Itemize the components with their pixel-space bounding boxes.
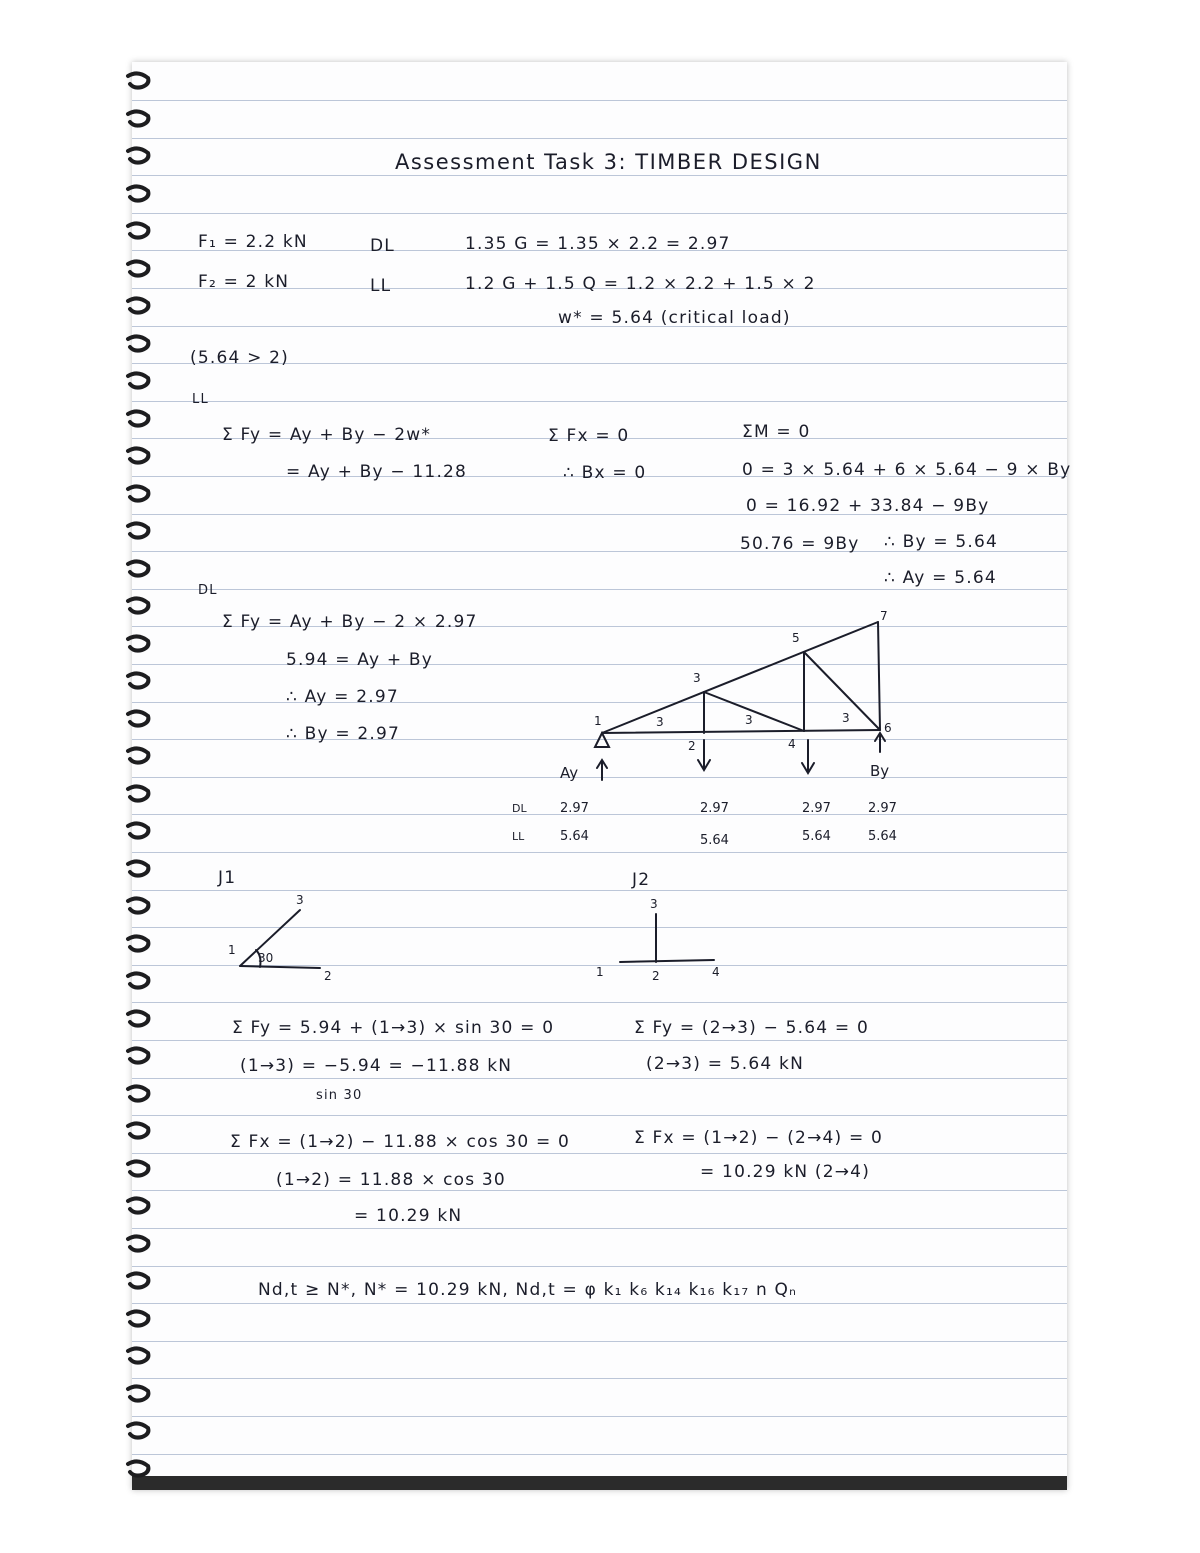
dl-by-result: ∴ By = 2.97 — [286, 724, 401, 744]
pin-support-icon — [595, 733, 609, 747]
ruled-line — [132, 1078, 1067, 1079]
spiral-ring-icon — [124, 633, 154, 655]
spiral-ring-icon — [124, 1270, 154, 1292]
load-f1: F₁ = 2.2 kN — [198, 232, 308, 252]
spiral-ring-icon — [124, 445, 154, 467]
ll-by-result: ∴ By = 5.64 — [884, 532, 999, 552]
spiral-ring-icon — [124, 108, 154, 130]
ruled-line — [132, 1454, 1067, 1455]
node-label: 5 — [792, 631, 800, 645]
spiral-ring-icon — [124, 1120, 154, 1142]
j2-member-2-3: (2→3) = 5.64 kN — [646, 1054, 805, 1074]
member-1-4 — [620, 960, 714, 962]
j1-member-1-2-result: = 10.29 kN — [354, 1206, 463, 1226]
load-table-value: 2.97 — [802, 801, 831, 816]
ll-bx: ∴ Bx = 0 — [563, 463, 647, 483]
ruled-line — [132, 1190, 1067, 1191]
dl-section-tag: DL — [198, 583, 218, 598]
support-a-label: Ay — [560, 764, 579, 782]
load-table-value: 2.97 — [560, 801, 589, 816]
top-chord — [602, 622, 878, 733]
node-label: 3 — [693, 671, 701, 685]
load-table-value: 5.64 — [868, 829, 897, 844]
spiral-ring-icon — [124, 370, 154, 392]
diagonal-member — [704, 692, 804, 731]
spiral-ring-icon — [124, 520, 154, 542]
ruled-line — [132, 401, 1067, 402]
node-label: 2 — [652, 969, 660, 983]
spiral-ring-icon — [124, 70, 154, 92]
joint-j1-diagram — [220, 888, 350, 988]
ruled-line — [132, 1002, 1067, 1003]
ruled-line — [132, 100, 1067, 101]
ruled-line — [132, 1040, 1067, 1041]
spiral-ring-icon — [124, 183, 154, 205]
spiral-ring-icon — [124, 145, 154, 167]
load-table-value: 2.97 — [868, 801, 897, 816]
dl-ay-result: ∴ Ay = 2.97 — [286, 687, 399, 707]
spiral-ring-icon — [124, 1308, 154, 1330]
node-label: 1 — [596, 965, 604, 979]
ll-tag: LL — [370, 276, 392, 296]
node-label: 3 — [296, 893, 304, 907]
load-table-tag: LL — [512, 830, 525, 843]
node-label: 2 — [688, 739, 696, 753]
spiral-ring-icon — [124, 220, 154, 242]
spiral-ring-icon — [124, 858, 154, 880]
end-post — [878, 622, 880, 730]
ruled-line — [132, 1266, 1067, 1267]
ruled-line — [132, 1341, 1067, 1342]
ll-formula: 1.2 G + 1.5 Q = 1.2 × 2.2 + 1.5 × 2 — [465, 274, 816, 294]
panel-length: 3 — [842, 711, 850, 725]
load-table-tag: DL — [512, 802, 527, 815]
angle-label: 30 — [258, 951, 274, 965]
spiral-ring-icon — [124, 558, 154, 580]
spiral-ring-icon — [124, 933, 154, 955]
node-label: 1 — [228, 943, 236, 957]
ruled-line — [132, 175, 1067, 176]
ruled-line — [132, 1378, 1067, 1379]
spiral-ring-icon — [124, 708, 154, 730]
j1-sum-fy: Σ Fy = 5.94 + (1→3) × sin 30 = 0 — [232, 1018, 555, 1038]
spiral-ring-icon — [124, 1045, 154, 1067]
ll-moment-eq: 0 = 3 × 5.64 + 6 × 5.64 − 9 × By — [742, 460, 1072, 480]
j1-sum-fx: Σ Fx = (1→2) − 11.88 × cos 30 = 0 — [230, 1132, 571, 1152]
spiral-ring-icon — [124, 333, 154, 355]
spiral-ring-icon — [124, 295, 154, 317]
support-b-label: By — [870, 762, 890, 780]
ll-moment-eq-2: 0 = 16.92 + 33.84 − 9By — [746, 496, 990, 516]
page-title: Assessment Task 3: TIMBER DESIGN — [395, 150, 822, 174]
load-table-value: 5.64 — [802, 829, 831, 844]
load-compare: (5.64 > 2) — [190, 348, 289, 368]
spiral-ring-icon — [124, 670, 154, 692]
page-bottom-edge — [132, 1476, 1067, 1490]
load-table-value: 2.97 — [700, 801, 729, 816]
spiral-ring-icon — [124, 970, 154, 992]
panel-length: 3 — [656, 715, 664, 729]
node-label: 4 — [788, 737, 796, 751]
ruled-line — [132, 1303, 1067, 1304]
ll-ay-result: ∴ Ay = 5.64 — [884, 568, 997, 588]
spiral-ring-icon — [124, 1083, 154, 1105]
spiral-ring-icon — [124, 1233, 154, 1255]
dl-formula: 1.35 G = 1.35 × 2.2 = 2.97 — [465, 234, 731, 254]
spiral-ring-icon — [124, 1195, 154, 1217]
ll-sum-fx: Σ Fx = 0 — [548, 426, 630, 446]
dl-tag: DL — [370, 236, 395, 256]
j1-denominator: sin 30 — [316, 1088, 363, 1103]
spiral-ring-icon — [124, 1008, 154, 1030]
spiral-ring-icon — [124, 258, 154, 280]
spiral-ring-icon — [124, 1458, 154, 1480]
member-1-2 — [240, 966, 320, 968]
ruled-line — [132, 1115, 1067, 1116]
node-label: 6 — [884, 721, 892, 735]
ruled-line — [132, 589, 1067, 590]
node-label: 2 — [324, 969, 332, 983]
dl-sum-fy-2: 5.94 = Ay + By — [286, 650, 434, 670]
joint-j1-label: J1 — [218, 868, 237, 888]
spiral-ring-icon — [124, 1420, 154, 1442]
j2-member-2-4: = 10.29 kN (2→4) — [700, 1162, 871, 1182]
ruled-line — [132, 138, 1067, 139]
spiral-ring-icon — [124, 1345, 154, 1367]
design-capacity-line: Nd,t ≥ N*, N* = 10.29 kN, Nd,t = φ k₁ k₆ k₁₄ k₁₆ k₁₇ n Qₙ — [258, 1280, 798, 1300]
ll-section-tag: LL — [192, 392, 209, 407]
ll-sum-fy-2: = Ay + By − 11.28 — [286, 462, 468, 482]
ruled-line — [132, 1228, 1067, 1229]
node-label: 3 — [650, 897, 658, 911]
spiral-ring-icon — [124, 820, 154, 842]
ll-moment-eq-3: 50.76 = 9By — [740, 534, 860, 554]
spiral-ring-icon — [124, 745, 154, 767]
spiral-ring-icon — [124, 895, 154, 917]
panel-length: 3 — [745, 713, 753, 727]
spiral-ring-icon — [124, 1383, 154, 1405]
node-label: 1 — [594, 714, 602, 728]
load-table-value: 5.64 — [700, 833, 729, 848]
j1-member-1-3: (1→3) = −5.94 = −11.88 kN — [240, 1056, 513, 1076]
bottom-chord — [602, 730, 880, 733]
ruled-line — [132, 1153, 1067, 1154]
ruled-line — [132, 213, 1067, 214]
spiral-ring-icon — [124, 408, 154, 430]
load-table-value: 5.64 — [560, 829, 589, 844]
node-label: 7 — [880, 609, 888, 623]
spiral-ring-icon — [124, 1158, 154, 1180]
node-label: 4 — [712, 965, 720, 979]
joint-j2-label: J2 — [632, 870, 651, 890]
ruled-line — [132, 1416, 1067, 1417]
ll-sum-m: ΣM = 0 — [742, 422, 811, 442]
critical-load: w* = 5.64 (critical load) — [558, 308, 791, 328]
truss-diagram — [512, 600, 920, 870]
spiral-ring-icon — [124, 595, 154, 617]
joint-j2-diagram — [592, 890, 742, 990]
dl-sum-fy: Σ Fy = Ay + By − 2 × 2.97 — [222, 612, 478, 632]
j2-sum-fx: Σ Fx = (1→2) − (2→4) = 0 — [634, 1128, 884, 1148]
j2-sum-fy: Σ Fy = (2→3) − 5.64 = 0 — [634, 1018, 869, 1038]
spiral-ring-icon — [124, 483, 154, 505]
spiral-ring-icon — [124, 783, 154, 805]
j1-member-1-2: (1→2) = 11.88 × cos 30 — [276, 1170, 506, 1190]
ll-sum-fy: Σ Fy = Ay + By − 2w* — [222, 425, 432, 445]
load-f2: F₂ = 2 kN — [198, 272, 290, 292]
